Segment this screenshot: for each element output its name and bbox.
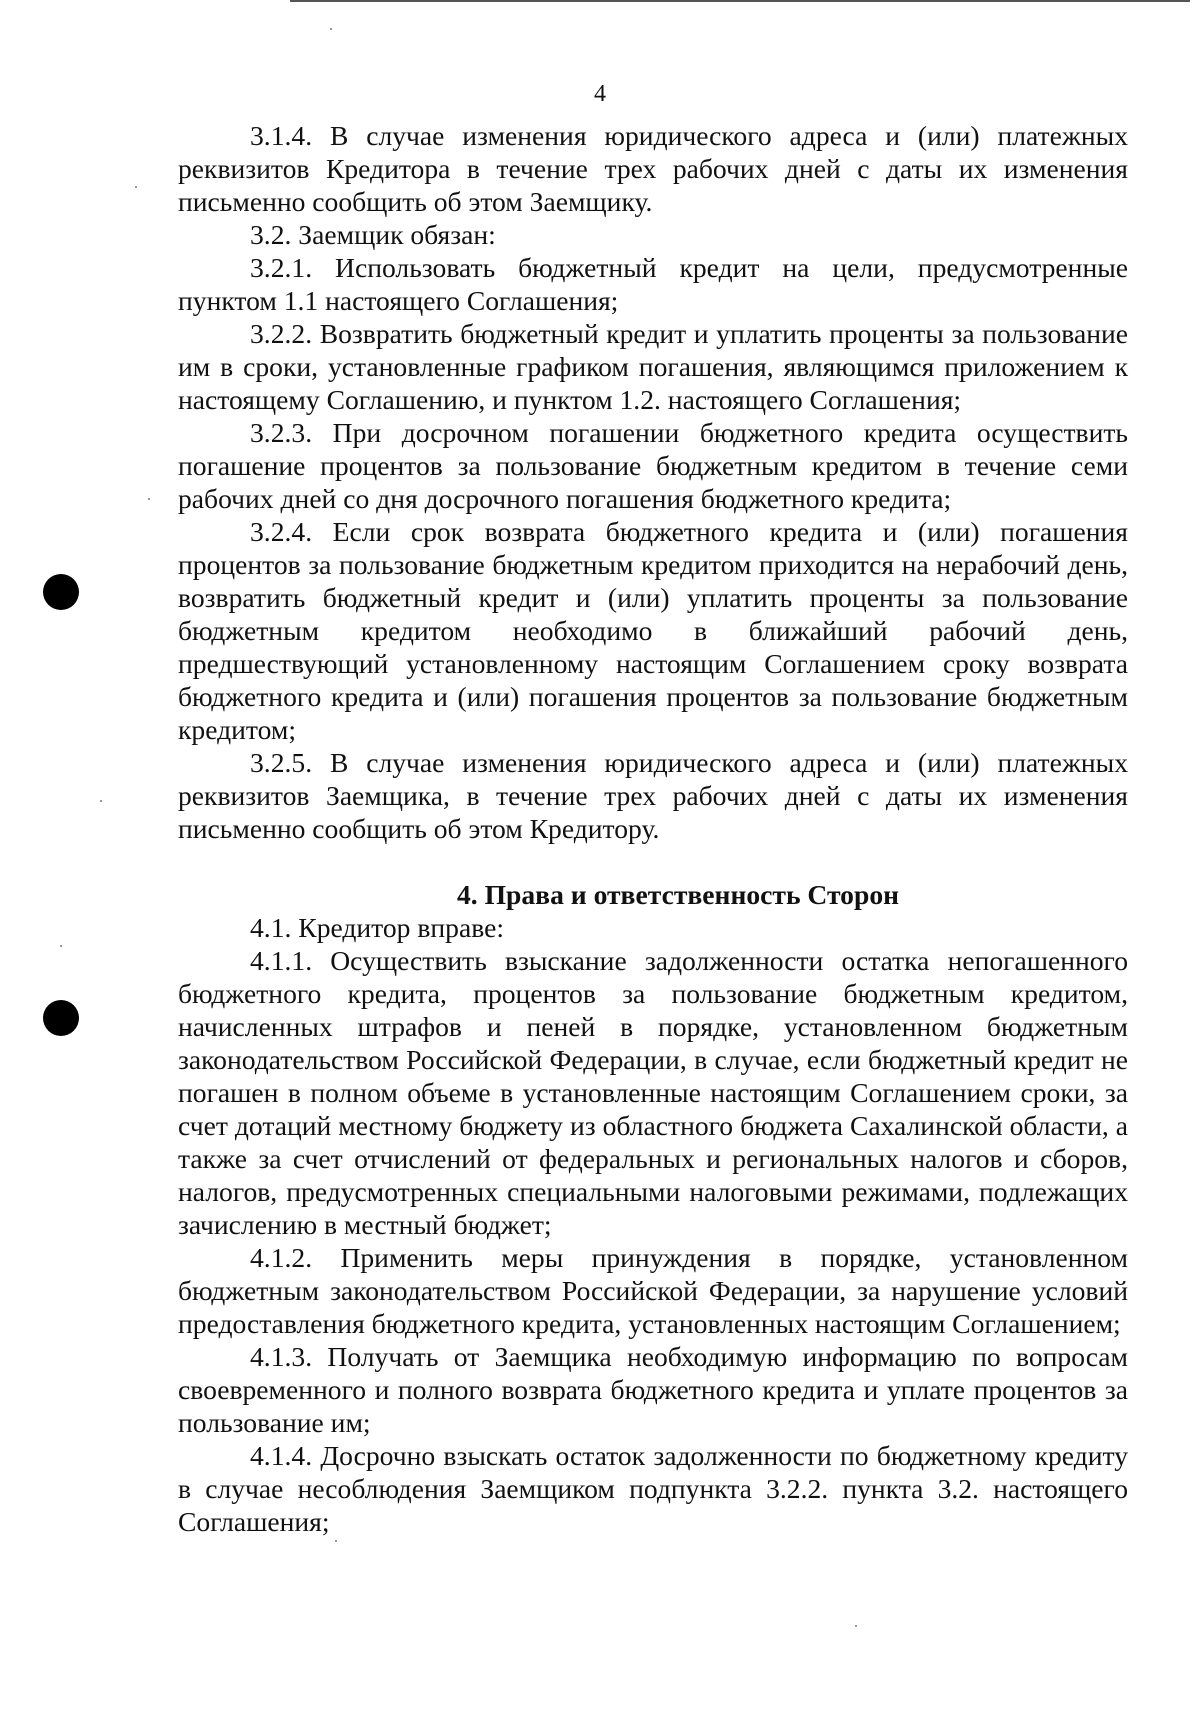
clause-3-1-4: 3.1.4. В случае изменения юридического адреса и (или) платежных реквизитов Кредитора в течение трех рабочих дней с даты их изменения письменно сообщить об этом Заемщику. xyxy=(178,120,1128,217)
clause-3-2: 3.2. Заемщик обязан: xyxy=(250,219,496,250)
clause-3-2-5: 3.2.5. В случае изменения юридического адреса и (или) платежных реквизитов Заемщика, в течение трех рабочих дней с даты их изменения письменно сообщить об этом Кредитору. xyxy=(178,747,1128,844)
section-heading: 4. Права и ответственность Сторон xyxy=(456,879,900,910)
clause-3-2-1: 3.2.1. Использовать бюджетный кредит на цели, предусмотренные пунктом 1.1 настоящего Соглашения; xyxy=(178,252,1128,316)
scan-speck xyxy=(135,186,137,188)
punch-hole-upper xyxy=(43,574,79,610)
scan-speck xyxy=(855,1625,857,1627)
clause-4-1-3: 4.1.3. Получать от Заемщика необходимую информацию по вопросам своевременного и полного возврата бюджетного кредита и уплате процентов за пользование им; xyxy=(178,1341,1128,1438)
clause-4-1-1: 4.1.1. Осуществить взыскание задолженности остатка непогашенного бюджетного кредита, процентов за пользование бюджетным кредитом, начисленных штрафов и пеней в порядке, установленном бюджетным законодательством Российской Федерации, в случае, если бюджетный кредит не погашен в полном объеме в установленные настоящим Соглашением сроки, за счет дотаций местному бюджету из областного бюджета Сахалинской области, а также за счет отчислений от федеральных и региональных налогов и сборов, налогов, предусмотренных специальными налоговыми режимами, подлежащих зачислению в местный бюджет; xyxy=(178,945,1128,1240)
scan-speck xyxy=(330,28,332,30)
clause-4-1-2: 4.1.2. Применить меры принуждения в порядке, установленном бюджетным законодательством Российской Федерации, за нарушение условий предоставления бюджетного кредита, установленных настоящим Соглашением; xyxy=(178,1242,1128,1339)
document-body xyxy=(178,119,1128,1538)
clause-3-2-3: 3.2.3. При досрочном погашении бюджетного кредита осуществить погашение процентов за пользование бюджетным кредитом в течение семи рабочих дней со дня досрочного погашения бюджетного кредита; xyxy=(178,417,1128,514)
clause-4-1: 4.1. Кредитор вправе: xyxy=(250,912,504,943)
clause-3-2-4: 3.2.4. Если срок возврата бюджетного кредита и (или) погашения процентов за пользование бюджетным кредитом приходится на нерабочий день, возвратить бюджетный кредит и (или) уплатить проценты за пользование бюджетным кредитом необходимо в ближайший рабочий день, предшествующий установленному настоящим Соглашением сроку возврата бюджетного кредита и (или) погашения процентов за пользование бюджетным кредитом; xyxy=(178,516,1128,745)
scan-speck xyxy=(100,800,102,802)
page-number: 4 xyxy=(594,81,606,107)
scan-speck xyxy=(60,945,62,947)
clause-4-1-4: 4.1.4. Досрочно взыскать остаток задолженности по бюджетному кредиту в случае несоблюдения Заемщиком подпункта 3.2.2. пункта 3.2. настоящего Соглашения; xyxy=(178,1440,1128,1537)
punch-hole-lower xyxy=(43,1000,79,1036)
scan-edge-line xyxy=(290,0,1190,2)
clause-3-2-2: 3.2.2. Возвратить бюджетный кредит и уплатить проценты за пользование им в сроки, установленные графиком погашения, являющимся приложением к настоящему Соглашению, и пунктом 1.2. настоящего Соглашения; xyxy=(178,318,1128,415)
scan-speck xyxy=(148,498,150,500)
scan-speck xyxy=(335,1540,337,1542)
